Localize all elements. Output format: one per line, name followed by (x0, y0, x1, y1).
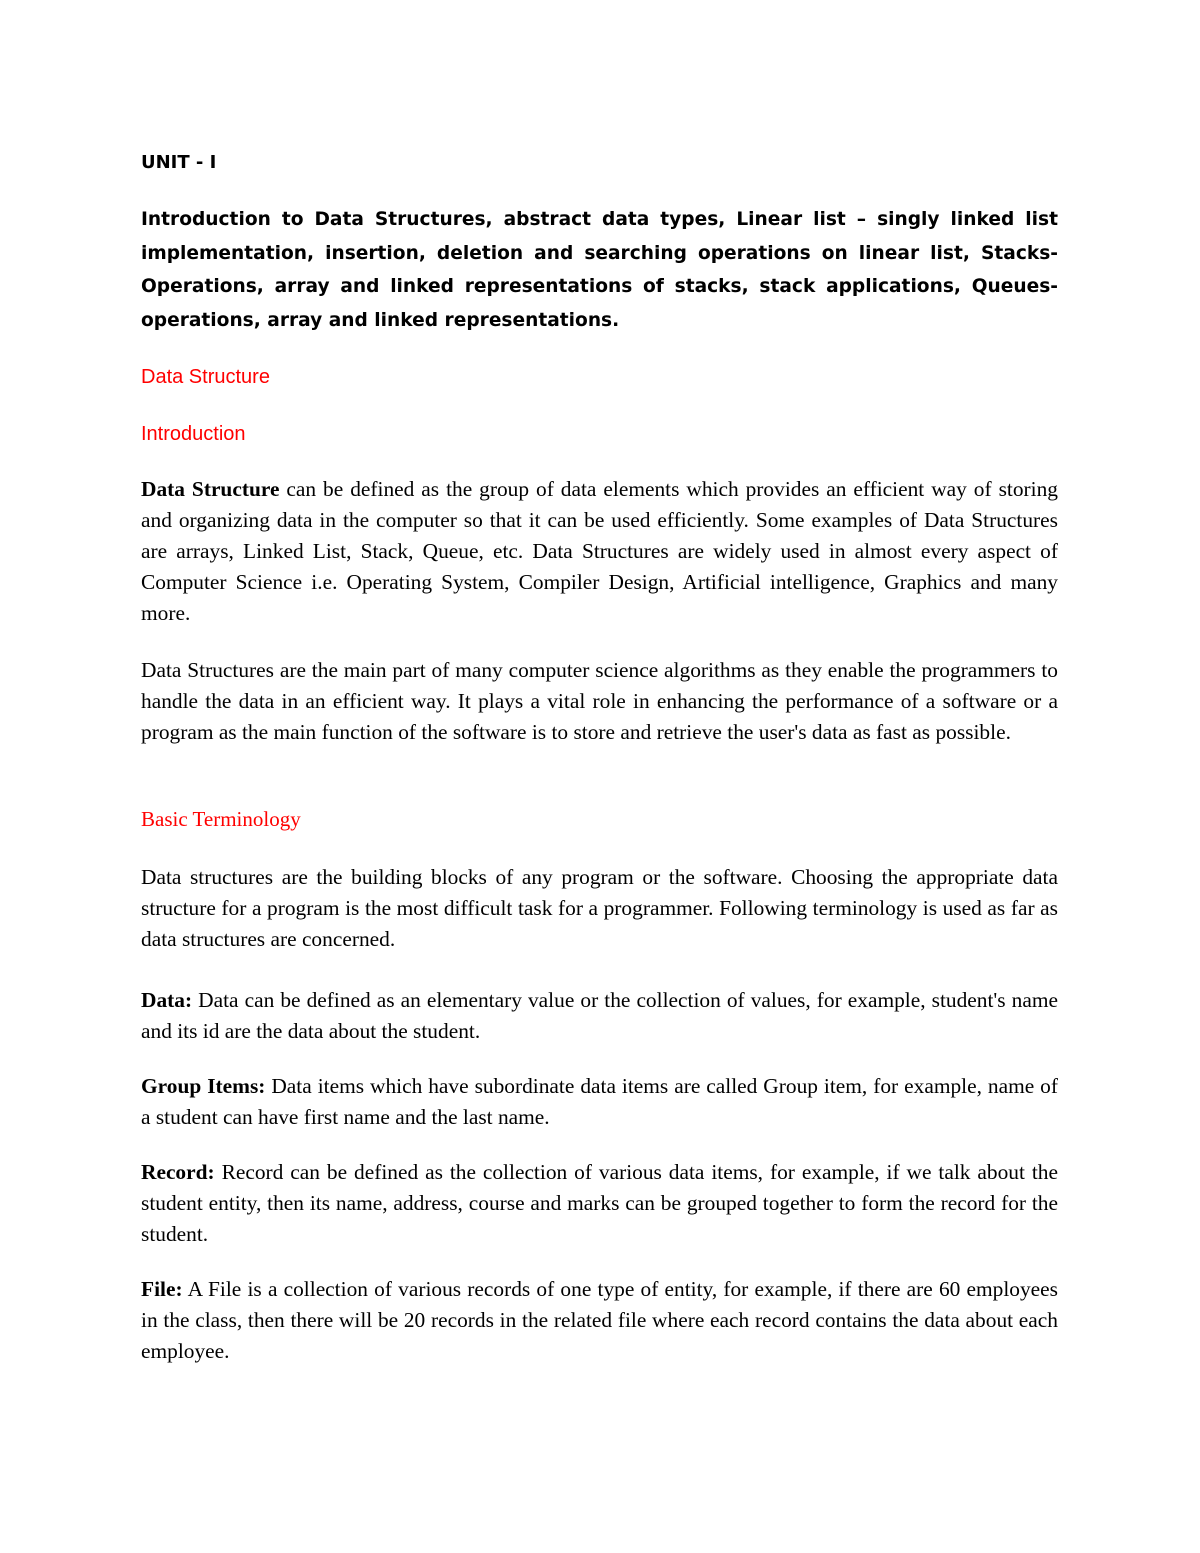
intro-paragraph-2: Data Structures are the main part of many computer science algorithms as they enable the programmers to handle the data in an efficient way. It plays a vital role in enhancing the performance of a software or a program as the main function of the software is to store and retrieve the user's data as fast as possible. (141, 658, 1058, 744)
heading-introduction: Introduction (141, 423, 246, 445)
term-definition: Data can be defined as an elementary value or the collection of values, for example, student's name and its id are the data about the student. (141, 988, 1058, 1043)
term-label: Record: (141, 1160, 215, 1184)
intro-paragraph-1-text: can be defined as the group of data elements which provides an efficient way of storing and organizing data in the computer so that it can be used efficiently. Some examples of Data Structures are arrays, Linked List, Stack, Queue, etc. Data Structures are widely used in almost every aspect of Computer Science i.e. Operating System, Compiler Design, Artificial intelligence, Graphics and many more. (141, 477, 1058, 625)
term-definition: A File is a collection of various records of one type of entity, for example, if there are 60 employees in the class, then there will be 20 records in the related file where each record contains the data about each employee. (141, 1277, 1058, 1363)
term-label: Data: (141, 988, 193, 1012)
term-definition: Record can be defined as the collection of various data items, for example, if we talk about the student entity, then its name, address, course and marks can be grouped together to form the record for the student. (141, 1160, 1058, 1246)
term-file (141, 1274, 1058, 1367)
unit-title: UNIT - I (141, 152, 217, 173)
term-label: Group Items: (141, 1074, 266, 1098)
intro-lead-term: Data Structure (141, 477, 280, 501)
term-label: File: (141, 1277, 183, 1301)
term-data (141, 985, 1058, 1047)
heading-data-structure: Data Structure (141, 366, 270, 388)
syllabus-summary: Introduction to Data Structures, abstract data types, Linear list – singly linked list implementation, insertion, deletion and searching operations on linear list, Stacks-Operations, array and linked representations of stacks, stack applications, Queues-operations, array and linked representations. (141, 209, 1058, 332)
term-group-items (141, 1071, 1058, 1133)
term-definition: Data items which have subordinate data items are called Group item, for example, name of a student can have first name and the last name. (141, 1074, 1058, 1129)
heading-basic-terminology: Basic Terminology (141, 807, 301, 831)
terminology-intro: Data structures are the building blocks of any program or the software. Choosing the appropriate data structure for a program is the most difficult task for a programmer. Following terminology is used as far as data structures are concerned. (141, 865, 1058, 951)
term-record (141, 1157, 1058, 1250)
intro-paragraph-1 (141, 474, 1058, 629)
